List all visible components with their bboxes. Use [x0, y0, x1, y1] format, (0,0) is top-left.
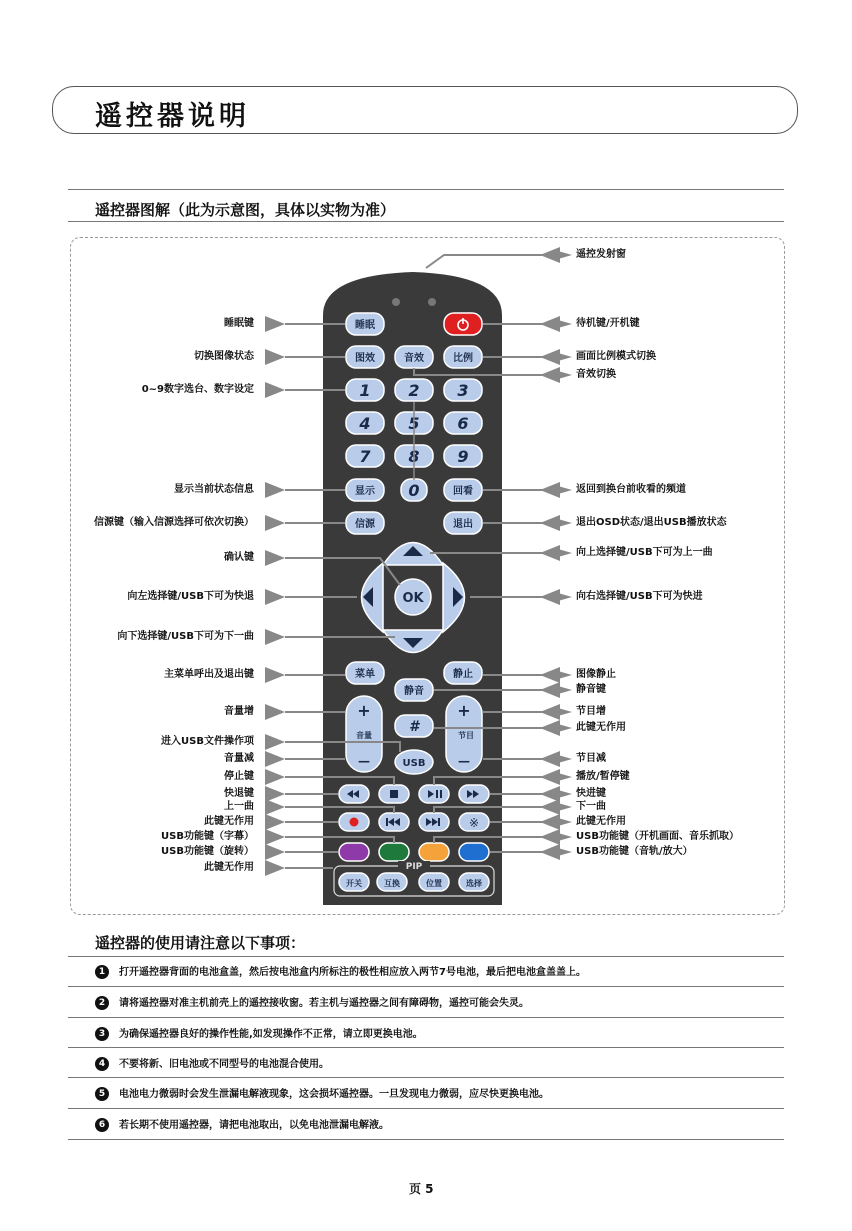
- label-back: 返回到换台前收看的频道: [576, 484, 686, 495]
- channel-label: 节目: [458, 731, 474, 740]
- bullet-number: 1: [95, 965, 109, 979]
- picture-button-label: 图效: [355, 353, 375, 364]
- note-text: 为确保遥控器良好的操作性能,如发现操作不正常，请立即更换电池。: [119, 1029, 423, 1040]
- label-freeze: 图像静止: [576, 669, 616, 680]
- star-icon: ※: [468, 816, 480, 830]
- label-right: 向右选择键/USB下可为快进: [576, 591, 703, 602]
- label-chdown: 节目减: [576, 753, 606, 764]
- channel-up-label: +: [457, 701, 471, 720]
- channel-down-label: —: [458, 754, 470, 768]
- note-text: 不要将新、旧电池或不同型号的电池混合使用。: [119, 1059, 329, 1070]
- note-text: 若长期不使用遥控器，请把电池取出，以免电池泄漏电解液。: [119, 1120, 389, 1131]
- sound-button-label: 音效: [404, 353, 424, 364]
- digit-label: 8: [408, 447, 420, 466]
- digit-label: 6: [457, 414, 469, 433]
- volume-up-label: +: [357, 701, 371, 720]
- label-volup: 音量增: [224, 706, 254, 717]
- menu-button-label: 菜单: [355, 669, 375, 680]
- purple-button[interactable]: [339, 843, 369, 861]
- digit-label: 0: [408, 481, 420, 500]
- volume-label: 音量: [356, 731, 372, 740]
- note-text: 请将遥控器对准主机前壳上的遥控接收窗。若主机与遥控器之间有障碍物，遥控可能会失灵。: [119, 998, 529, 1009]
- exit-button-label: 退出: [453, 519, 473, 530]
- bullet-number: 3: [95, 1027, 109, 1041]
- label-sound: 音效切换: [576, 369, 616, 380]
- divider: [68, 956, 784, 957]
- usb-button-label: USB: [402, 758, 426, 769]
- source-button-label: 信源: [355, 519, 375, 530]
- page-number: 页 5: [409, 1182, 434, 1196]
- bullet-number: 5: [95, 1087, 109, 1101]
- mute-button-label: 静音: [404, 686, 424, 697]
- label-mute: 静音键: [576, 684, 606, 695]
- back-button-label: 回看: [453, 486, 473, 497]
- note-item: [95, 1025, 423, 1041]
- digit-label: 5: [408, 414, 420, 433]
- label-ok: 确认键: [224, 552, 254, 563]
- label-power: 待机键/开机键: [576, 318, 640, 329]
- blue-button[interactable]: [459, 843, 489, 861]
- note-item: [95, 1085, 549, 1101]
- divider: [68, 1017, 784, 1018]
- divider: [68, 1139, 784, 1140]
- label-left: 向左选择键/USB下可为快退: [127, 591, 254, 602]
- label-exit: 退出OSD状态/退出USB播放状态: [576, 517, 727, 528]
- led-indicator: [428, 298, 436, 306]
- freeze-button-label: 静止: [453, 669, 473, 680]
- orange-button[interactable]: [419, 843, 449, 861]
- label-chup: 节目增: [576, 706, 606, 717]
- pip-toggle-label: 开关: [346, 879, 362, 888]
- bullet-number: 2: [95, 996, 109, 1010]
- label-noop2: 此键无作用: [576, 816, 626, 827]
- label-source: 信源键（输入信源选择可依次切换）: [94, 517, 254, 528]
- label-prev: 上一曲: [224, 801, 254, 812]
- ok-button-label: OK: [402, 591, 424, 606]
- divider: [68, 1047, 784, 1048]
- note-item: [95, 1055, 329, 1071]
- digit-label: 9: [457, 447, 469, 466]
- divider: [68, 1077, 784, 1078]
- note-text: 电池电力微弱时会发生泄漏电解液现象，这会损坏遥控器。一旦发现电力微弱，应尽快更换电池。: [119, 1089, 549, 1100]
- label-menu: 主菜单呼出及退出键: [164, 669, 254, 680]
- digit-label: 4: [359, 414, 371, 433]
- label-down: 向下选择键/USB下可为下一曲: [117, 631, 254, 642]
- pip-select-label: 选择: [466, 879, 482, 888]
- bullet-number: 6: [95, 1118, 109, 1132]
- label-stop: 停止键: [224, 771, 254, 782]
- label-usb-rot: USB功能键（旋转）: [161, 846, 254, 857]
- green-button[interactable]: [379, 843, 409, 861]
- label-noop1: 此键无作用: [204, 816, 254, 827]
- label-noop2: 此键无作用: [204, 862, 254, 873]
- sleep-button-label: 睡眠: [355, 320, 375, 331]
- digit-label: 7: [359, 447, 371, 466]
- note-item: [95, 963, 586, 979]
- volume-down-label: —: [358, 754, 370, 768]
- led-indicator: [392, 298, 400, 306]
- label-sleep: 睡眠键: [224, 318, 254, 329]
- digit-label: 3: [457, 381, 469, 400]
- label-noop: 此键无作用: [576, 722, 626, 733]
- divider: [68, 986, 784, 987]
- label-ratio: 画面比例模式切换: [576, 351, 656, 362]
- bullet-number: 4: [95, 1057, 109, 1071]
- pip-position-label: 位置: [426, 879, 442, 888]
- label-next: 下一曲: [576, 801, 606, 812]
- label-voldown: 音量减: [224, 753, 254, 764]
- digit-label: 1: [359, 381, 371, 400]
- label-rewind: 快退键: [224, 788, 254, 799]
- page-title: 遥控器说明: [95, 101, 250, 132]
- ratio-button-label: 比例: [453, 353, 473, 364]
- note-item: [95, 1116, 389, 1132]
- label-play: 播放/暂停键: [576, 771, 630, 782]
- hash-button-label: #: [409, 719, 419, 735]
- divider: [68, 1108, 784, 1109]
- digit-label: 2: [408, 381, 420, 400]
- notes-title: 遥控器的使用请注意以下事项：: [95, 934, 306, 952]
- display-button-label: 显示: [355, 486, 375, 497]
- note-item: [95, 994, 529, 1010]
- section-title: 遥控器图解（此为示意图，具体以实物为准）: [95, 201, 396, 219]
- label-usb-bg: USB功能键（开机画面、音乐抓取）: [576, 831, 739, 842]
- record-icon: [350, 818, 359, 827]
- pip-swap-label: 互换: [384, 879, 400, 888]
- label-ir: 遥控发射窗: [576, 249, 626, 260]
- label-usb-sub: USB功能键（字幕）: [161, 831, 254, 842]
- label-usbfile: 进入USB文件操作项: [161, 736, 254, 747]
- stop-icon: [390, 790, 398, 798]
- note-text: 打开遥控器背面的电池盒盖，然后按电池盒内所标注的极性相应放入两节7号电池，最后把电池盒盖盖上。: [119, 967, 586, 978]
- label-usb-zoom: USB功能键（音轨/放大）: [576, 846, 693, 857]
- label-ff: 快进键: [576, 788, 606, 799]
- pip-label: PIP: [405, 862, 423, 872]
- label-digits: 0~9数字选台、数字设定: [141, 384, 254, 395]
- label-picture: 切换图像状态: [194, 351, 254, 362]
- label-up: 向上选择键/USB下可为上一曲: [576, 547, 713, 558]
- label-display: 显示当前状态信息: [174, 484, 254, 495]
